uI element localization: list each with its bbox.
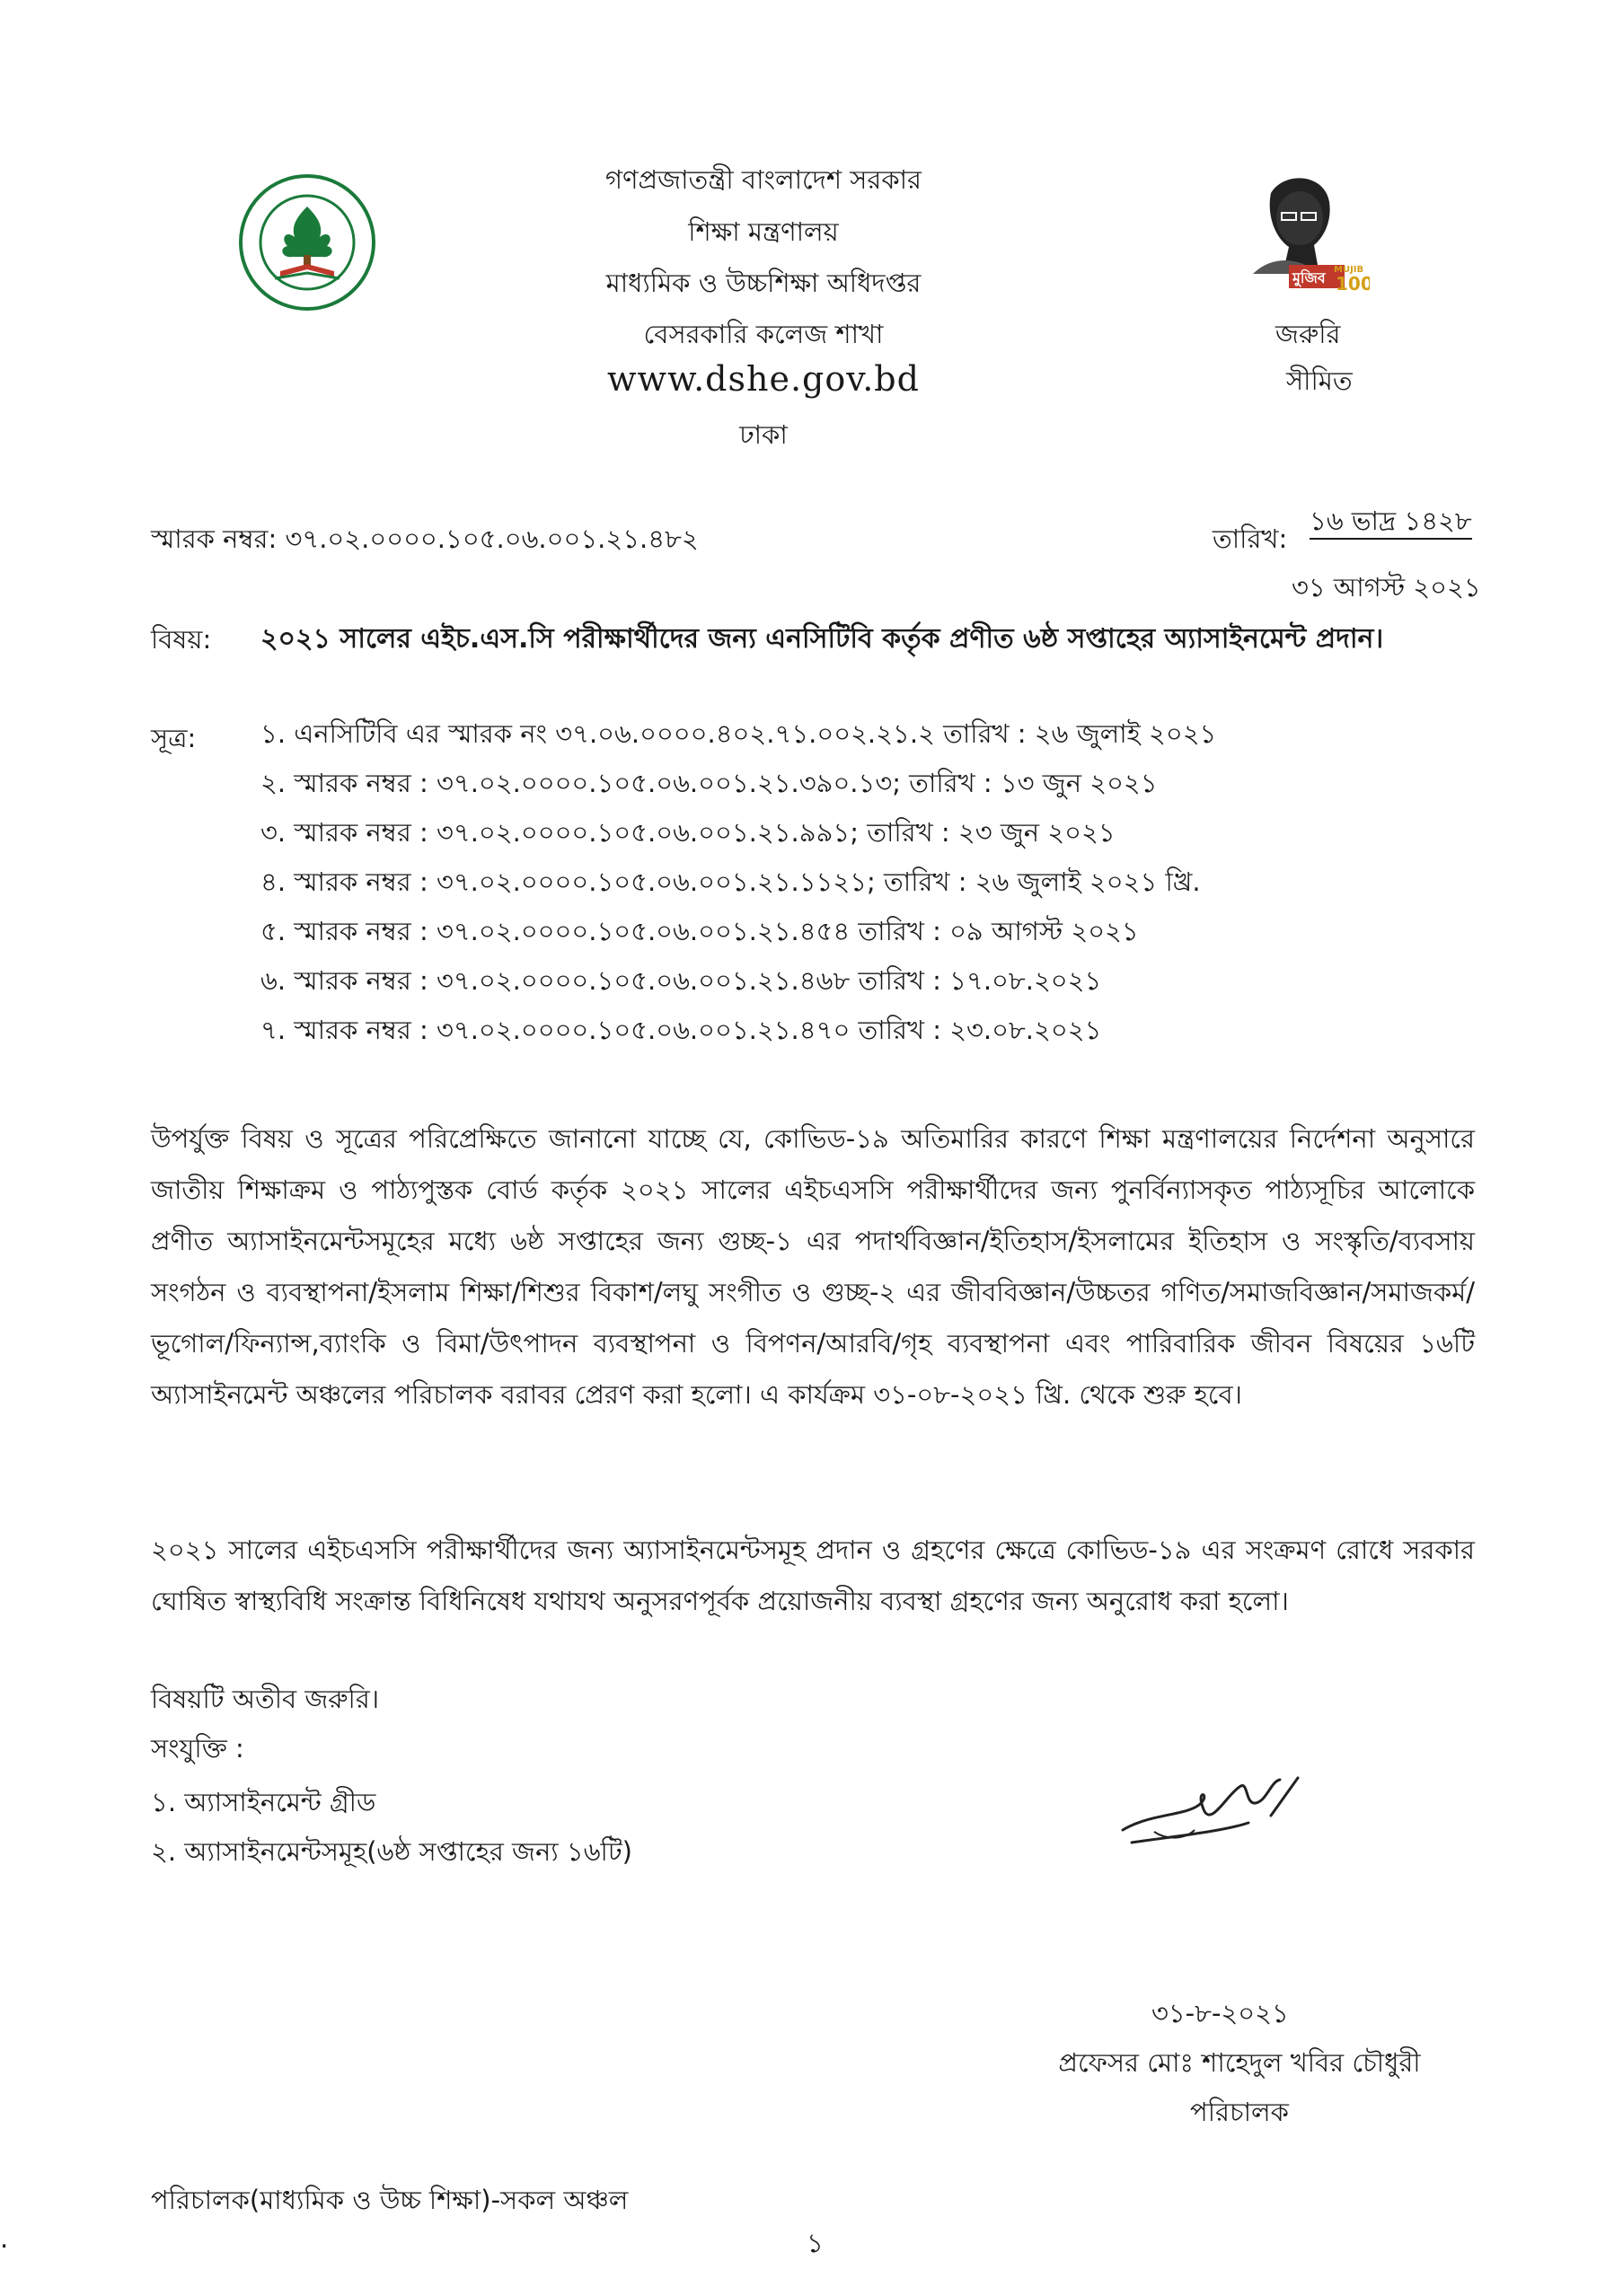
branch-title: বেসরকারি কলেজ শাখা	[643, 319, 884, 349]
signatory-title: পরিচালক	[1190, 2097, 1289, 2127]
reference-item: ৩. স্মারক নম্বর : ৩৭.০২.০০০০.১০৫.০৬.০০১.২১.৯৯১; তারিখ : ২৩ জুন ২০২১	[260, 817, 1116, 848]
memo-number	[151, 519, 699, 563]
education-seal-logo	[235, 171, 379, 314]
signature	[1114, 1760, 1329, 1850]
reference-item: ৪. স্মারক নম্বর : ৩৭.০২.০০০০.১০৫.০৬.০০১.২১.১১২১; তারিখ : ২৬ জুলাই ২০২১ খ্রি.	[260, 866, 1201, 897]
body-paragraph-1: উপর্যুক্ত বিষয় ও সূত্রের পরিপ্রেক্ষিতে জানানো যাচ্ছে যে, কোভিড-১৯ অতিমারির কারণে শিক্ষা মন্ত্রণালয়ের নির্দেশনা অনুসারে জাতীয় শিক্ষাক্রম ও পাঠ্যপুস্তক বোর্ড কর্তৃক ২০২১ সালের এইচএসসি পরীক্ষার্থীদের জন্য পুনর্বিন্যাসকৃত পাঠ্যসূচির আলোকে প্রণীত অ্যাসাইনমেন্টসমূহের মধ্যে ৬ষ্ঠ সপ্তাহের জন্য গুচ্ছ-১ এর পদার্থবিজ্ঞান/ইতিহাস/ইসলামের ইতিহাস ও সংস্কৃতি/ব্যবসায় সংগঠন ও ব্যবস্থাপনা/ইসলাম শিক্ষা/শিশুর বিকাশ/লঘু সংগীত ও গুচ্ছ-২ এর জীববিজ্ঞান/উচ্চতর গণিত/সমাজবিজ্ঞান/সমাজকর্ম/ভূগোল/ফিন্যান্স,ব্যাংকি ও বিমা/উৎপাদন ব্যবস্থাপনা ও বিপণন/আরবি/গৃহ ব্যবস্থাপনা এবং পারিবারিক জীবন বিষয়ের ১৬টি অ্যাসাইনমেন্ট অঞ্চলের পরিচালক বরাবর প্রেরণ করা হলো। এ কার্যক্রম ৩১-০৮-২০২১ খ্রি. থেকে শুরু হবে।	[151, 1123, 1475, 1410]
limited-mark: সীমিত	[1286, 365, 1353, 396]
memo-date-label: তারিখ:	[1213, 523, 1288, 554]
svg-text:মুজিব: মুজিব	[1292, 269, 1326, 286]
body-paragraph-2: ২০২১ সালের এইচএসসি পরীক্ষার্থীদের জন্য অ্যাসাইনমেন্টসমূহ প্রদান ও গ্রহণের ক্ষেত্রে কোভিড-১৯ এর সংক্রমণ রোধে সরকার ঘোষিত স্বাস্থ্যবিধি সংক্রান্ত বিধিনিষেধ যথাযথ অনুসরণপূর্বক প্রয়োজনীয় ব্যবস্থা গ্রহণের জন্য অনুরোধ করা হলো।	[151, 1535, 1475, 1616]
attachment-label: সংযুক্তি :	[151, 1733, 244, 1764]
signature-icon	[1114, 1760, 1329, 1850]
memo-date-bangla	[1310, 501, 1472, 545]
website-link[interactable]: www.dshe.gov.bd	[607, 359, 920, 399]
gov-title: গণপ্রজাতন্ত্রী বাংলাদেশ সরকার	[604, 164, 922, 195]
subject-text: ২০২১ সালের এইচ.এস.সি পরীক্ষার্থীদের জন্য এনসিটিবি কর্তৃক প্রণীত ৬ষ্ঠ সপ্তাহের অ্যাসাইনমেন্ট প্রদান।	[260, 623, 1384, 655]
svg-text:MUJIB: MUJIB	[1334, 265, 1364, 275]
mujib-portrait-icon	[1235, 166, 1370, 301]
memo-date-bangla-text: ১৬ ভাদ্র ১৪২৮	[1310, 506, 1472, 540]
urgent-mark: জরুরি	[1275, 319, 1341, 349]
education-seal-icon	[235, 171, 379, 314]
reference-list	[260, 709, 1428, 1055]
reference-item: ৭. স্মারক নম্বর : ৩৭.০২.০০০০.১০৫.০৬.০০১.২১.৪৭০ তারিখ : ২৩.০৮.২০২১	[260, 1015, 1102, 1045]
subject-label: বিষয়:	[151, 624, 212, 655]
mujib-borsho-logo	[1235, 166, 1370, 301]
signature-date: ৩১-৮-২০২১	[1151, 1998, 1289, 2028]
svg-text:100: 100	[1336, 273, 1370, 295]
recipient: পরিচালক(মাধ্যমিক ও উচ্চ শিক্ষা)-সকল অঞ্চল	[151, 2185, 629, 2215]
memo-value: ৩৭.০২.০০০০.১০৫.০৬.০০১.২১.৪৮২	[285, 523, 699, 554]
directorate-title: মাধ্যমিক ও উচ্চশিক্ষা অধিদপ্তর	[605, 268, 922, 298]
signatory-name: প্রফেসর মোঃ শাহেদুল খবির চৌধুরী	[1058, 2047, 1421, 2078]
attachment-item: ১. অ্যাসাইনমেন্ট গ্রীড	[151, 1787, 376, 1817]
reference-item: ৫. স্মারক নম্বর : ৩৭.০২.০০০০.১০৫.০৬.০০১.২১.৪৫৪ তারিখ : ০৯ আগস্ট ২০২১	[260, 916, 1139, 946]
footer-dot: .	[0, 2223, 9, 2254]
memo-label: স্মারক নম্বর:	[151, 523, 278, 554]
reference-item: ১. এনসিটিবি এর স্মারক নং ৩৭.০৬.০০০০.৪০২.৭১.০০২.২১.২ তারিখ : ২৬ জুলাই ২০২১	[260, 718, 1217, 749]
city-label: ঢাকা	[739, 419, 788, 450]
ministry-title: শিক্ষা মন্ত্রণালয়	[688, 216, 839, 247]
reference-label: সূত্র:	[151, 723, 197, 753]
reference-item: ৬. স্মারক নম্বর : ৩৭.০২.০০০০.১০৫.০৬.০০১.২১.৪৬৮ তারিখ : ১৭.০৮.২০২১	[260, 965, 1102, 996]
page-number: ১	[807, 2228, 824, 2258]
memo-date-english: ৩১ আগস্ট ২০২১	[1292, 572, 1481, 603]
urgency-note: বিষয়টি অতীব জরুরি।	[151, 1684, 380, 1714]
reference-item: ২. স্মারক নম্বর : ৩৭.০২.০০০০.১০৫.০৬.০০১.২১.৩৯০.১৩; তারিখ : ১৩ জুন ২০২১	[260, 768, 1158, 798]
attachment-item: ২. অ্যাসাইনমেন্টসমূহ(৬ষ্ঠ সপ্তাহের জন্য ১৬টি)	[151, 1836, 632, 1867]
